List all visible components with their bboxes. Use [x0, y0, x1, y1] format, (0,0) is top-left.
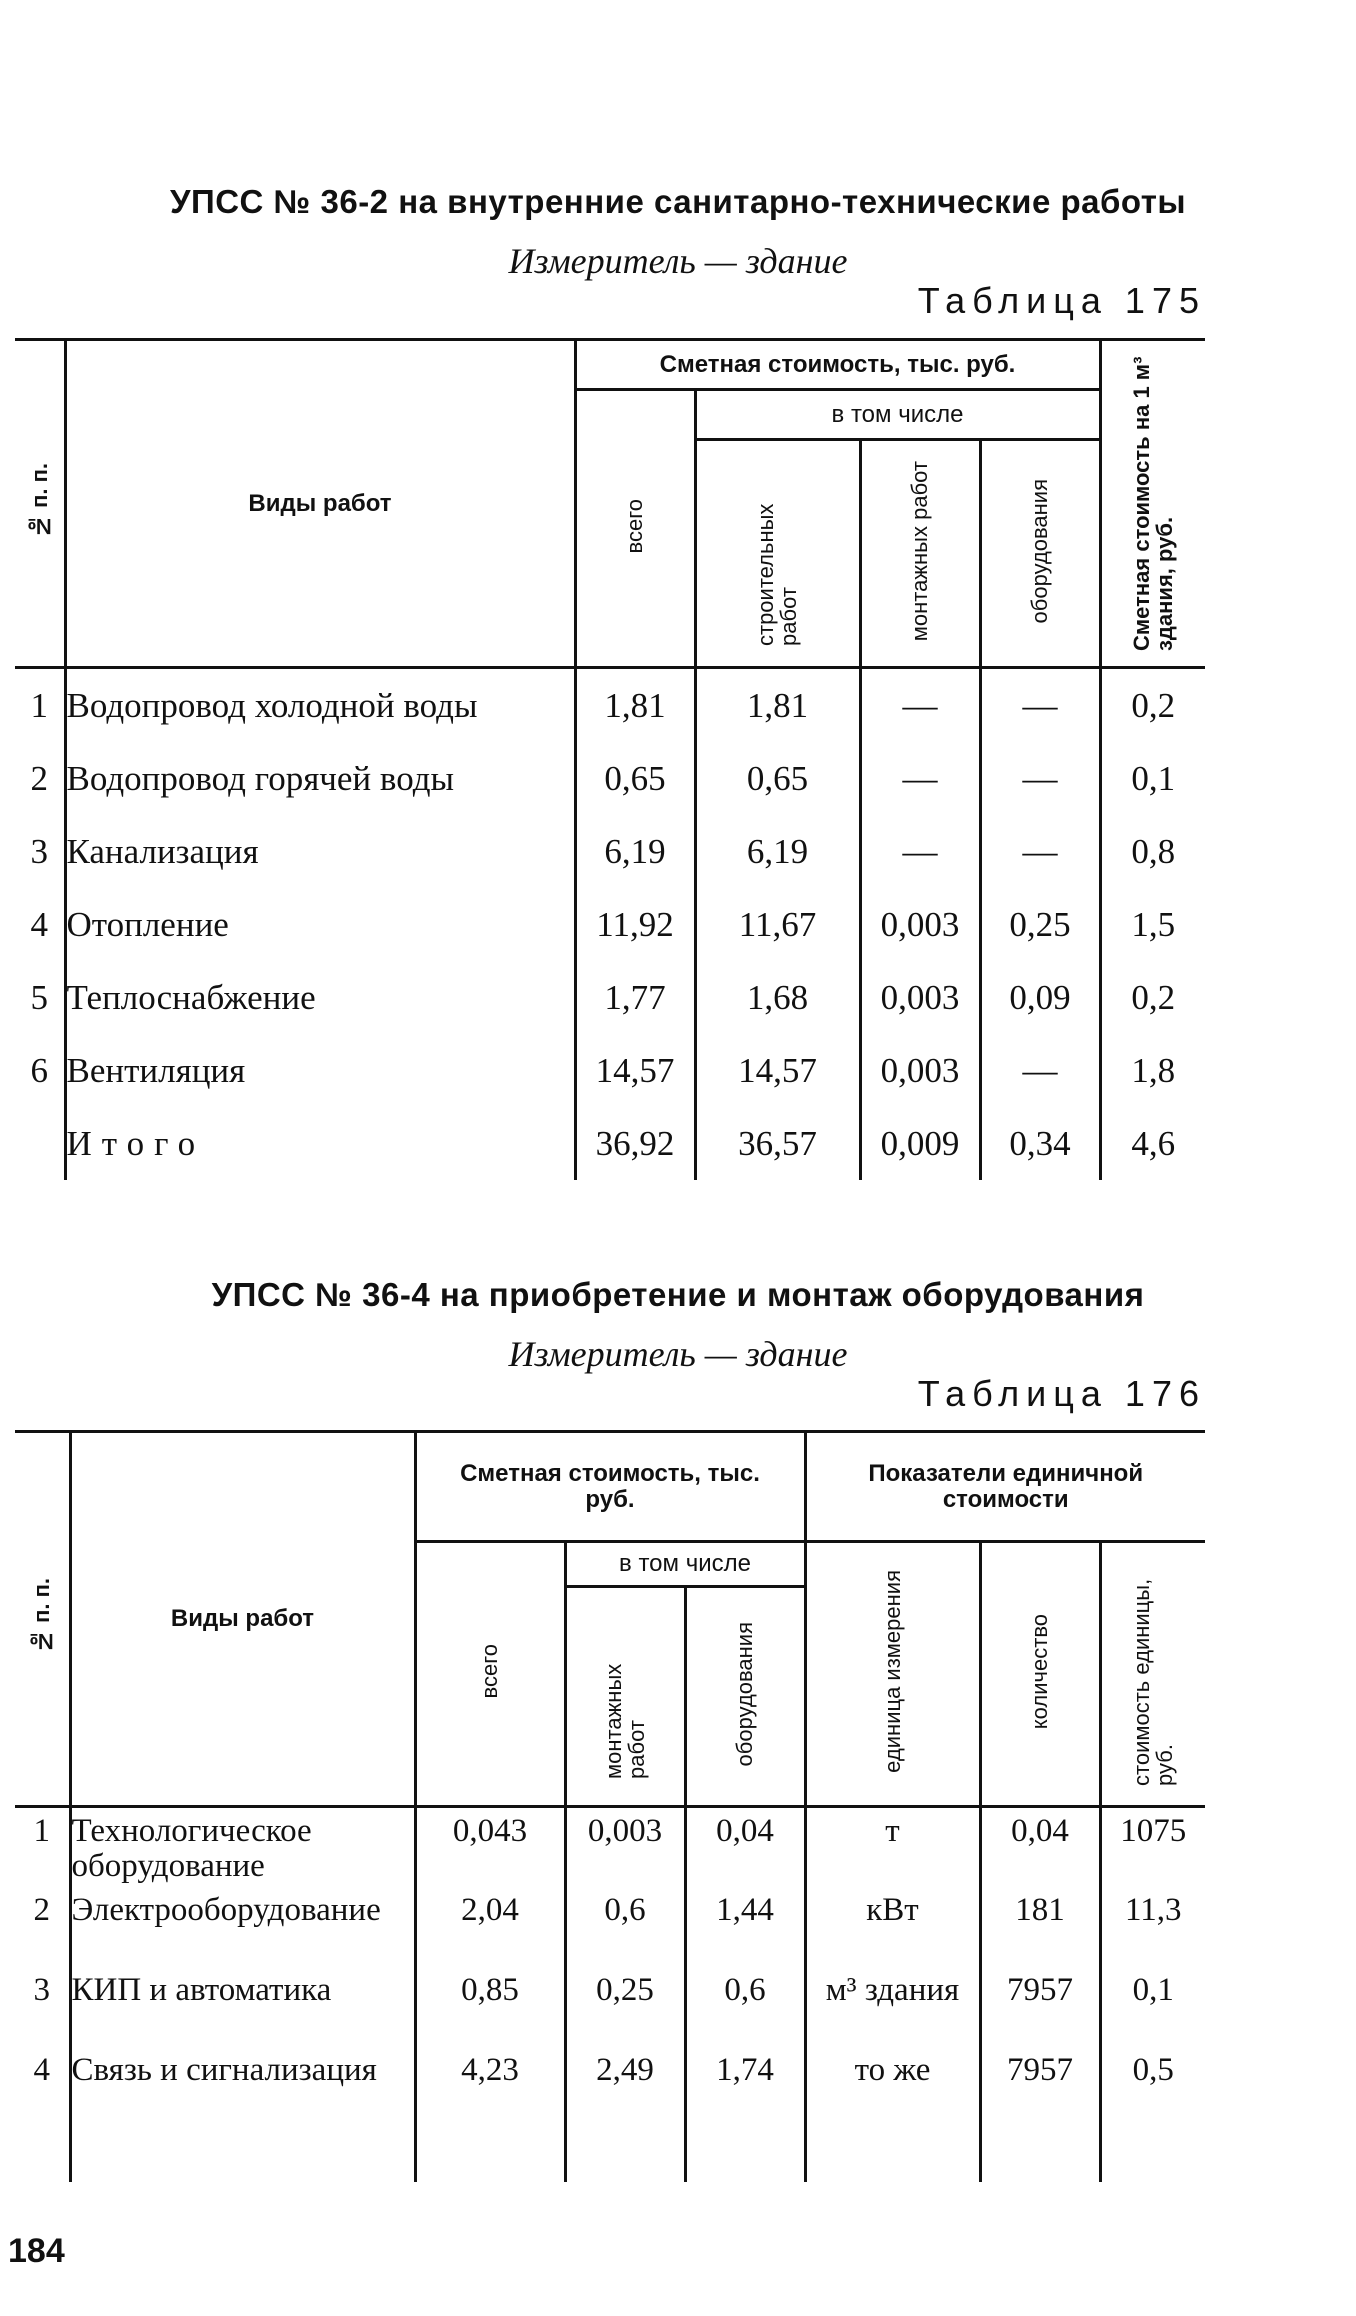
- row-unit-cost: 0,5: [1100, 2047, 1205, 2182]
- row-equipment: —: [980, 815, 1100, 888]
- col-type-header: Виды работ: [70, 1432, 415, 1807]
- col-unit-cost-header: стоимость единицы, руб.: [1100, 1542, 1205, 1807]
- row-equipment: 0,25: [980, 888, 1100, 961]
- row-mounting: 0,003: [860, 1034, 980, 1107]
- row-total: 1,77: [575, 961, 695, 1034]
- row-number: [15, 1107, 65, 1180]
- table-row: [15, 742, 1205, 815]
- row-per-m3: 1,8: [1100, 1034, 1205, 1107]
- row-equipment: 0,09: [980, 961, 1100, 1034]
- row-equipment: 0,34: [980, 1107, 1100, 1180]
- row-name: Теплоснабжение: [65, 961, 575, 1034]
- row-construction: 14,57: [695, 1034, 860, 1107]
- row-construction: 11,67: [695, 888, 860, 961]
- row-unit: кВт: [805, 1887, 980, 1967]
- col-equipment-header: оборудования: [685, 1587, 805, 1807]
- row-equipment: 0,04: [685, 1807, 805, 1887]
- table-176: [15, 1430, 1205, 2182]
- row-total: 4,23: [415, 2047, 565, 2182]
- row-total: 6,19: [575, 815, 695, 888]
- table-175-number: Таблица 175: [917, 280, 1206, 321]
- row-name: Технологическое оборудование: [70, 1807, 415, 1887]
- row-equipment: 1,44: [685, 1887, 805, 1967]
- row-unit: т: [805, 1807, 980, 1887]
- row-number: 3: [15, 815, 65, 888]
- row-construction: 1,81: [695, 668, 860, 743]
- row-mounting: 0,003: [860, 888, 980, 961]
- row-number: 2: [15, 742, 65, 815]
- row-name: Итого: [65, 1107, 575, 1180]
- row-per-m3: 0,8: [1100, 815, 1205, 888]
- col-num-header: № п. п.: [15, 340, 65, 668]
- row-number: 3: [15, 1967, 70, 2047]
- row-number: 4: [15, 2047, 70, 2182]
- row-unit-cost: 1075: [1100, 1807, 1205, 1887]
- incl-group-header: в том числе: [565, 1542, 805, 1587]
- row-equipment: —: [980, 742, 1100, 815]
- row-mounting: 2,49: [565, 2047, 685, 2182]
- row-quantity: 181: [980, 1887, 1100, 1967]
- table-row: [15, 1887, 1205, 1967]
- row-unit: м³ здания: [805, 1967, 980, 2047]
- col-mounting-header: монтажных работ: [860, 440, 980, 668]
- col-mounting-header: монтажных работ: [565, 1587, 685, 1807]
- table-total-row: [15, 1107, 1205, 1180]
- row-mounting: 0,25: [565, 1967, 685, 2047]
- row-total: 0,65: [575, 742, 695, 815]
- row-quantity: 0,04: [980, 1807, 1100, 1887]
- row-name: КИП и автоматика: [70, 1967, 415, 2047]
- col-total-header: всего: [415, 1542, 565, 1807]
- row-unit: то же: [805, 2047, 980, 2182]
- row-number: 4: [15, 888, 65, 961]
- col-construction-header: строительных работ: [695, 440, 860, 668]
- row-construction: 0,65: [695, 742, 860, 815]
- row-number: 1: [15, 668, 65, 743]
- row-mounting: —: [860, 742, 980, 815]
- row-name: Связь и сигнализация: [70, 2047, 415, 2182]
- row-equipment: 0,6: [685, 1967, 805, 2047]
- row-unit-cost: 0,1: [1100, 1967, 1205, 2047]
- row-construction: 6,19: [695, 815, 860, 888]
- row-total: 0,85: [415, 1967, 565, 2047]
- col-equipment-header: оборудования: [980, 440, 1100, 668]
- row-quantity: 7957: [980, 1967, 1100, 2047]
- col-type-header: Виды работ: [65, 340, 575, 668]
- row-mounting: 0,003: [565, 1807, 685, 1887]
- page-number: 184: [8, 2232, 65, 2270]
- row-total: 36,92: [575, 1107, 695, 1180]
- row-equipment: —: [980, 1034, 1100, 1107]
- row-quantity: 7957: [980, 2047, 1100, 2182]
- row-name: Отопление: [65, 888, 575, 961]
- cost-group-header: Сметная стоимость, тыс. руб.: [575, 340, 1100, 390]
- table-175-measure: Измеритель — здание: [508, 241, 848, 281]
- row-per-m3: 0,2: [1100, 668, 1205, 743]
- row-mounting: 0,6: [565, 1887, 685, 1967]
- row-per-m3: 1,5: [1100, 888, 1205, 961]
- row-total: 14,57: [575, 1034, 695, 1107]
- row-unit-cost: 11,3: [1100, 1887, 1205, 1967]
- row-mounting: 0,003: [860, 961, 980, 1034]
- row-total: 2,04: [415, 1887, 565, 1967]
- col-quantity-header: количество: [980, 1542, 1100, 1807]
- col-total-header: всего: [575, 390, 695, 668]
- table-176-title: УПСС № 36-4 на приобретение и монтаж оборудования: [211, 1276, 1145, 1313]
- row-name: Водопровод горячей воды: [65, 742, 575, 815]
- table-176-measure: Измеритель — здание: [508, 1334, 848, 1374]
- row-construction: 36,57: [695, 1107, 860, 1180]
- row-name: Электрооборудование: [70, 1887, 415, 1967]
- table-175-title: УПСС № 36-2 на внутренние санитарно-технические работы: [169, 183, 1187, 220]
- row-total: 1,81: [575, 668, 695, 743]
- row-mounting: —: [860, 668, 980, 743]
- col-unit-header: единица измерения: [805, 1542, 980, 1807]
- table-row: [15, 2047, 1205, 2182]
- row-number: 6: [15, 1034, 65, 1107]
- row-equipment: —: [980, 668, 1100, 743]
- row-per-m3: 0,1: [1100, 742, 1205, 815]
- table-row: [15, 1807, 1205, 1887]
- table-row: [15, 888, 1205, 961]
- row-per-m3: 0,2: [1100, 961, 1205, 1034]
- table-175: [15, 338, 1205, 1180]
- incl-group-header: в том числе: [695, 390, 1100, 440]
- table-row: [15, 961, 1205, 1034]
- row-mounting: —: [860, 815, 980, 888]
- table-row: [15, 1967, 1205, 2047]
- col-per-m3-header: Сметная стоимость на 1 м³ здания, руб.: [1100, 340, 1205, 668]
- indicators-group-header: Показатели единичной стоимости: [805, 1432, 1205, 1542]
- table-row: [15, 815, 1205, 888]
- table-row: [15, 668, 1205, 743]
- row-number: 5: [15, 961, 65, 1034]
- row-name: Вентиляция: [65, 1034, 575, 1107]
- table-176-number: Таблица 176: [917, 1373, 1206, 1414]
- row-number: 1: [15, 1807, 70, 1887]
- row-name: Канализация: [65, 815, 575, 888]
- row-name: Водопровод холодной воды: [65, 668, 575, 743]
- row-total: 0,043: [415, 1807, 565, 1887]
- row-total: 11,92: [575, 888, 695, 961]
- cost-group-header: Сметная стоимость, тыс. руб.: [415, 1432, 805, 1542]
- table-row: [15, 1034, 1205, 1107]
- row-construction: 1,68: [695, 961, 860, 1034]
- row-number: 2: [15, 1887, 70, 1967]
- row-per-m3: 4,6: [1100, 1107, 1205, 1180]
- row-mounting: 0,009: [860, 1107, 980, 1180]
- col-num-header: № п. п.: [15, 1432, 70, 1807]
- row-equipment: 1,74: [685, 2047, 805, 2182]
